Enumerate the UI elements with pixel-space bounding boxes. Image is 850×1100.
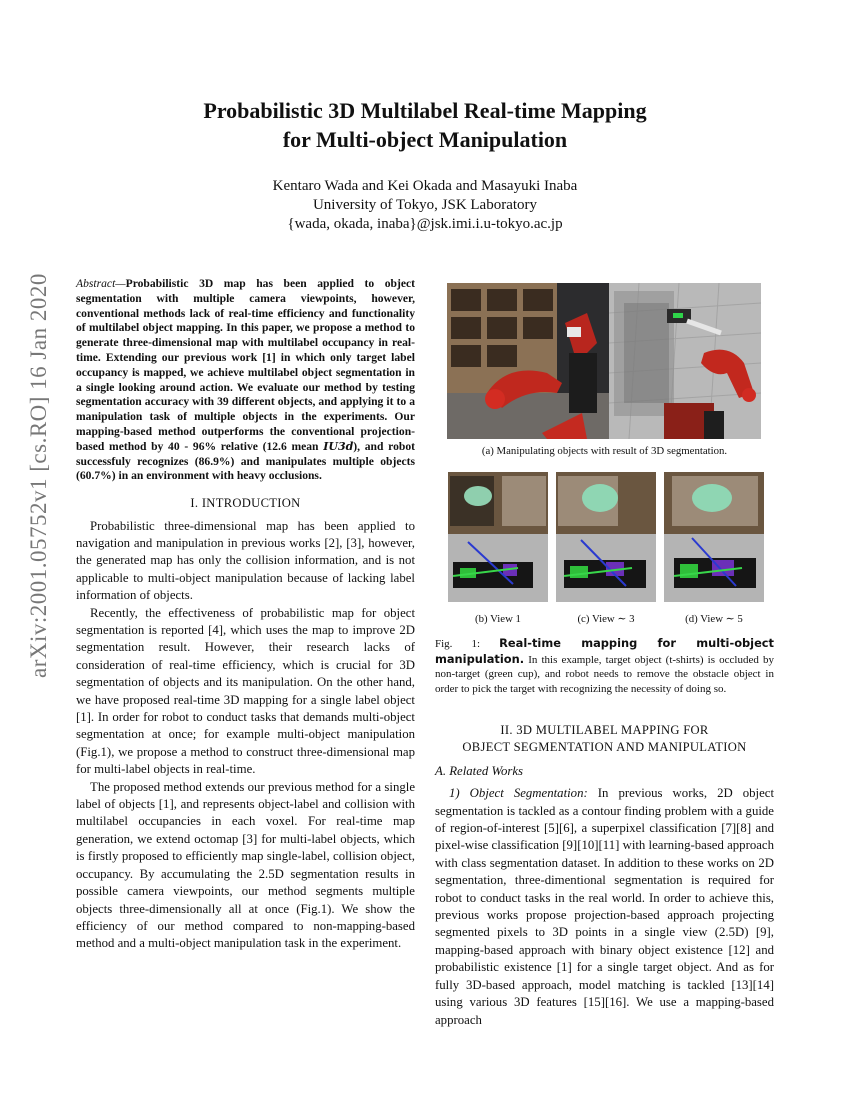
figure-label: Fig. 1: [435, 638, 481, 650]
paper-title-line-2: for Multi-object Manipulation [282, 127, 568, 152]
section-2-heading-line-1: II. 3D MULTILABEL MAPPING FOR [500, 723, 709, 737]
right-column-text [435, 722, 774, 1029]
caption-d: (d) View ∼ 5 [685, 613, 743, 625]
affiliation: University of Tokyo, JSK Laboratory [312, 197, 538, 213]
figure-1a-images [435, 278, 774, 438]
view-captions [435, 612, 774, 628]
abstract-text-b: ), and robot successfuly recognizes (86.9%) and manipulates multiple objects (60.7%) in an environment with heavy occlusions. [76, 439, 415, 483]
left-column [76, 277, 415, 953]
rviz-visualization [609, 283, 761, 439]
robot-photo [447, 283, 609, 439]
intro-paragraph-1: Probabilistic three-dimensional map has been applied to navigation and manipulation in previous works [2], [3], however, the generated map has only the collision information, and is not applicable to multi-object manipulation because of lacking label information of objects. [76, 518, 415, 603]
view-3-image [556, 472, 656, 602]
intro-heading: I. INTRODUCTION [190, 496, 301, 511]
abstract: Abstract—Probabilistic 3D map has been applied to object segmentation with multiple camera viewpoints, however, conventional methods lack of real-time efficiency and functionality of multilabel object mapping. In this paper, we propose a method to generate three-dimensional map with multilabel occupancy in real-time. Extending our previous work [1] in which only target label occupancy is mapped, we achieve multilabel object segmentation in a single looking around action. We evaluate our method by testing segmentation accuracy with 39 different objects, and applying it to a manipulation task of multiple objects in the experiments. Our mapping-based method outperforms the conventional projection-based method by 40 - 96% relative (12.6 mean IU3d), and robot successfuly recognizes (86.9%) and manipulates multiple objects (60.7%) in an environment with heavy occlusions. [76, 277, 415, 483]
paragraph-lead: 1) Object Segmentation: [449, 786, 588, 801]
paragraph-text: In previous works, 2D object segmentation is tackled as a contour finding problem with a guide of region-of-interest [5][6], a superpixel classification [7][8] and pixel-wise classification [9][10][11] with learning-based approach with class segmentation dataset. In addition to these works on 2D segmentation, three-dimentional segmentation is required for robot to conduct tasks in the real world. In order to achieve this, previous works propose projection-based approach projecting segmented pixels to 3D points in a single view (2.5D) [9], mapping-based approach with binary object existence [12] and probabilistic existence [1] for a single target object. And as for fully 3D-based approach, model matching is tackled [13][14] using various 3D features [15][16]. We use a mapping-based approach [435, 786, 774, 1027]
paper-title-line-1: Probabilistic 3D Multilabel Real-time Mapping [203, 98, 647, 123]
arxiv-stamp: arXiv:2001.05752v1 [cs.RO] 16 Jan 2020 [26, 273, 51, 678]
caption-a: (a) Manipulating objects with result of 3D segmentation. [481, 445, 728, 457]
abstract-lead: Abstract [76, 277, 116, 290]
email: {wada, okada, inaba}@jsk.imi.i.u-tokyo.ac.jp [287, 216, 563, 232]
abstract-math-iu3d: IU3d [323, 439, 354, 453]
figure-caption-bold: Real-time mapping for multi-object manipulation. [435, 636, 774, 666]
figure-caption-text: In this example, target object (t-shirts) is occluded by non-target (green cup), and robot needs to remove the obstacle object in order to pick the target with recognizing the necessity of doing so. [435, 653, 774, 695]
subsection-related-works: A. Related Works [435, 763, 524, 778]
view-5-image [664, 472, 764, 602]
figure-1-views [435, 472, 774, 602]
figure-1 [435, 278, 774, 696]
abstract-text-a: Probabilistic 3D map has been applied to object segmentation with multiple camera viewpoints, however, conventional methods lack of real-time efficiency and functionality of multilabel object mapping. In this paper, we propose a method to generate three-dimensional map with multilabel occupancy in real-time. Extending our previous work [1] in which only target label occupancy is mapped, we achieve multilabel object segmentation in a single looking around action. We evaluate our method by testing segmentation accuracy with 39 different objects, and applying it to a manipulation task of multiple objects in the experiments. Our mapping-based method outperforms the conventional projection-based method by 40 - 96% relative (12.6 mean [76, 277, 415, 453]
object-segmentation-paragraph [435, 785, 774, 1029]
intro-paragraph-2: Recently, the effectiveness of probabilistic map for object segmentation is reported [4], which uses the map to improve 2D segmentation result. However, their research lacks of consideration of real-time efficiency, which is crucial for 3D segmentation of objects and its manipulation. On the other hand, we have proposed real-time 3D mapping for a single label object [1]. In order for robot to conduct tasks that demands multi-object segmentation at once; for example multi-object manipulation (Fig.1), we propose a method to construct three-dimensional map for multi-label objects in real-time. [76, 605, 415, 777]
caption-c: (c) View ∼ 3 [577, 613, 635, 625]
caption-b: (b) View 1 [475, 613, 521, 625]
section-2-heading-line-2: OBJECT SEGMENTATION AND MANIPULATION [462, 740, 747, 755]
authors: Kentaro Wada and Kei Okada and Masayuki Inaba [272, 178, 578, 194]
intro-paragraph-3: The proposed method extends our previous method for a single label of objects [1], and represents object-label and collision with multilabel occupancies in each voxel. For real-time map generation, we extend octomap [3] for multi-label objects, which is firstly proposed to efficiently map single-label, collision object, occupancy. By accumulating the 2.5D segmentation results in possible camera viewpoints, our method segments multiple objects three-dimensionally all at once (Fig.1). We show the efficiency of our method compared to non-mapping-based method and a multi-object manipulation task in the experiment. [76, 779, 415, 951]
figure-1-caption [435, 636, 774, 696]
view-1-image [448, 472, 548, 602]
